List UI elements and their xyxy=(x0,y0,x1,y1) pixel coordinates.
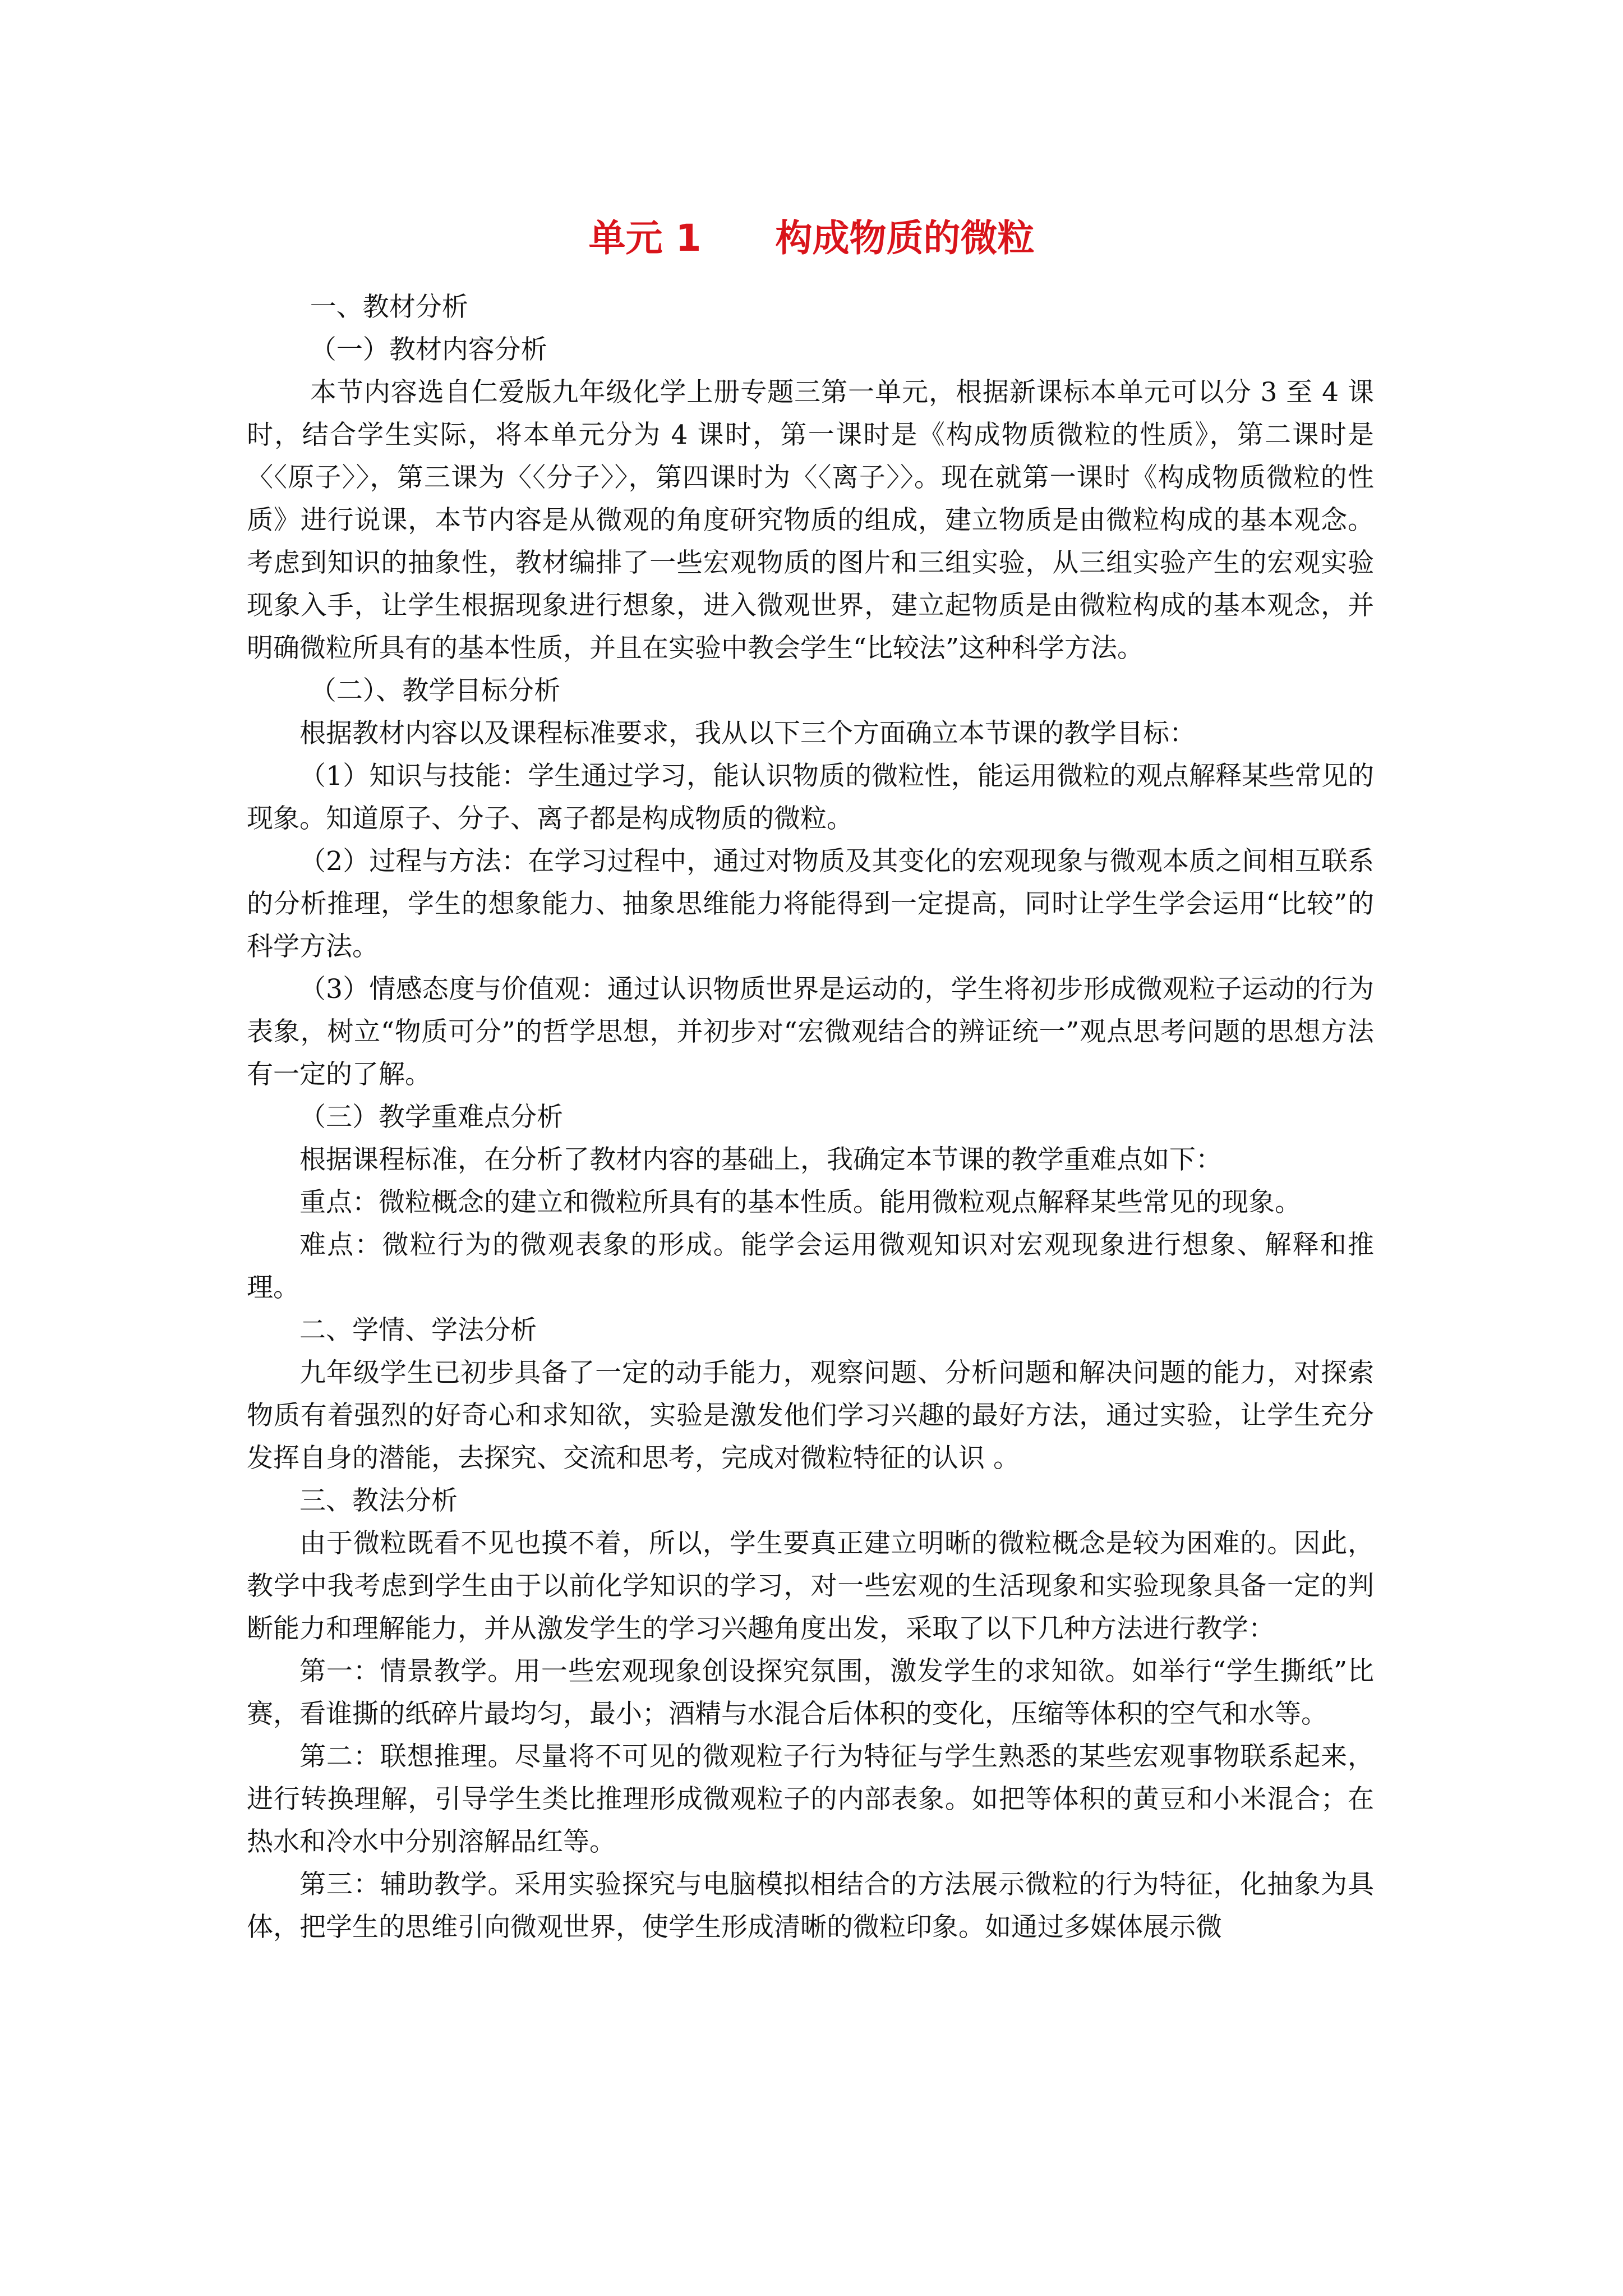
paragraph-content-analysis: 本节内容选自仁爱版九年级化学上册专题三第一单元，根据新课标本单元可以分 3 至 4 课时，结合学生实际，将本单元分为 4 课时，第一课时是《构成物质微粒的性质》，第二课时是〈〈原子〉〉，第三课为〈〈分子〉〉，第四课时为〈〈离子〉〉。现在就第一课时《构成物质微粒的性质》进行说课，本节内容是从微观的角度研究物质的组成，建立物质是由微粒构成的基本观念。考虑到知识的抽象性，教材编排了一些宏观物质的图片和三组实验，从三组实验产生的宏观实验现象入手，让学生根据现象进行想象，进入微观世界，建立起物质是由微粒构成的基本观念，并明确微粒所具有的基本性质，并且在实验中教会学生“比较法”这种科学方法。 xyxy=(247,377,1374,664)
paragraph-objective-process: （2）过程与方法：在学习过程中，通过对物质及其变化的宏观现象与微观本质之间相互联系的分析推理，学生的想象能力、抽象思维能力将能得到一定提高，同时让学生学会运用“比较”的科学方法。 xyxy=(247,846,1374,962)
subsection-heading-objectives: （二）、教学目标分析 xyxy=(310,675,561,706)
document-title: 单元 1 构成物质的微粒 xyxy=(588,217,1035,260)
subsection-heading-content-analysis: （一）教材内容分析 xyxy=(310,334,547,365)
subsection-heading-key-points: （三）教学重难点分析 xyxy=(299,1102,563,1133)
paragraph-teaching-methods-intro: 由于微粒既看不见也摸不着，所以，学生要真正建立明晰的微粒概念是较为困难的。因此，教学中我考虑到学生由于以前化学知识的学习，对一些宏观的生活现象和实验现象具备一定的判断能力和理解能力，并从激发学生的学习兴趣角度出发，采取了以下几种方法进行教学： xyxy=(247,1528,1374,1644)
section-heading-learner-analysis: 二、学情、学法分析 xyxy=(299,1315,537,1346)
paragraph-key-points-intro: 根据课程标准，在分析了教材内容的基础上，我确定本节课的教学重难点如下： xyxy=(299,1144,1222,1175)
paragraph-objectives-intro: 根据教材内容以及课程标准要求，我从以下三个方面确立本节课的教学目标： xyxy=(299,718,1196,749)
paragraph-key-point: 重点：微粒概念的建立和微粒所具有的基本性质。能用微粒观点解释某些常见的现象。 xyxy=(299,1187,1301,1218)
paragraph-objective-knowledge: （1）知识与技能：学生通过学习，能认识物质的微粒性，能运用微粒的观点解释某些常见的现象。知道原子、分子、离子都是构成物质的微粒。 xyxy=(247,761,1374,834)
paragraph-method-reasoning: 第二：联想推理。尽量将不可见的微观粒子行为特征与学生熟悉的某些宏观事物联系起来，进行转换理解，引导学生类比推理形成微观粒子的内部表象。如把等体积的黄豆和小米混合；在热水和冷水中分别溶解品红等。 xyxy=(247,1741,1374,1857)
document-body xyxy=(247,286,1374,1949)
section-heading-textbook-analysis: 一、教材分析 xyxy=(310,292,468,323)
paragraph-method-scenario: 第一：情景教学。用一些宏观现象创设探究氛围，激发学生的求知欲。如举行“学生撕纸”比赛，看谁撕的纸碎片最均匀，最小；酒精与水混合后体积的变化，压缩等体积的空气和水等。 xyxy=(247,1656,1374,1729)
paragraph-difficult-point: 难点：微粒行为的微观表象的形成。能学会运用微观知识对宏观现象进行想象、解释和推理。 xyxy=(247,1230,1374,1303)
paragraph-objective-attitude: （3）情感态度与价值观：通过认识物质世界是运动的，学生将初步形成微观粒子运动的行为表象，树立“物质可分”的哲学思想，并初步对“宏微观结合的辨证统一”观点思考问题的思想方法有一定的了解。 xyxy=(247,974,1374,1090)
paragraph-method-auxiliary: 第三：辅助教学。采用实验探究与电脑模拟相结合的方法展示微粒的行为特征，化抽象为具体，把学生的思维引向微观世界，使学生形成清晰的微粒印象。如通过多媒体展示微 xyxy=(247,1869,1374,1943)
section-heading-teaching-methods: 三、教法分析 xyxy=(299,1485,458,1516)
paragraph-learner-analysis: 九年级学生已初步具备了一定的动手能力，观察问题、分析问题和解决问题的能力，对探索物质有着强烈的好奇心和求知欲，实验是激发他们学习兴趣的最好方法，通过实验，让学生充分发挥自身的潜能，去探究、交流和思考，完成对微粒特征的认识 。 xyxy=(247,1358,1374,1474)
